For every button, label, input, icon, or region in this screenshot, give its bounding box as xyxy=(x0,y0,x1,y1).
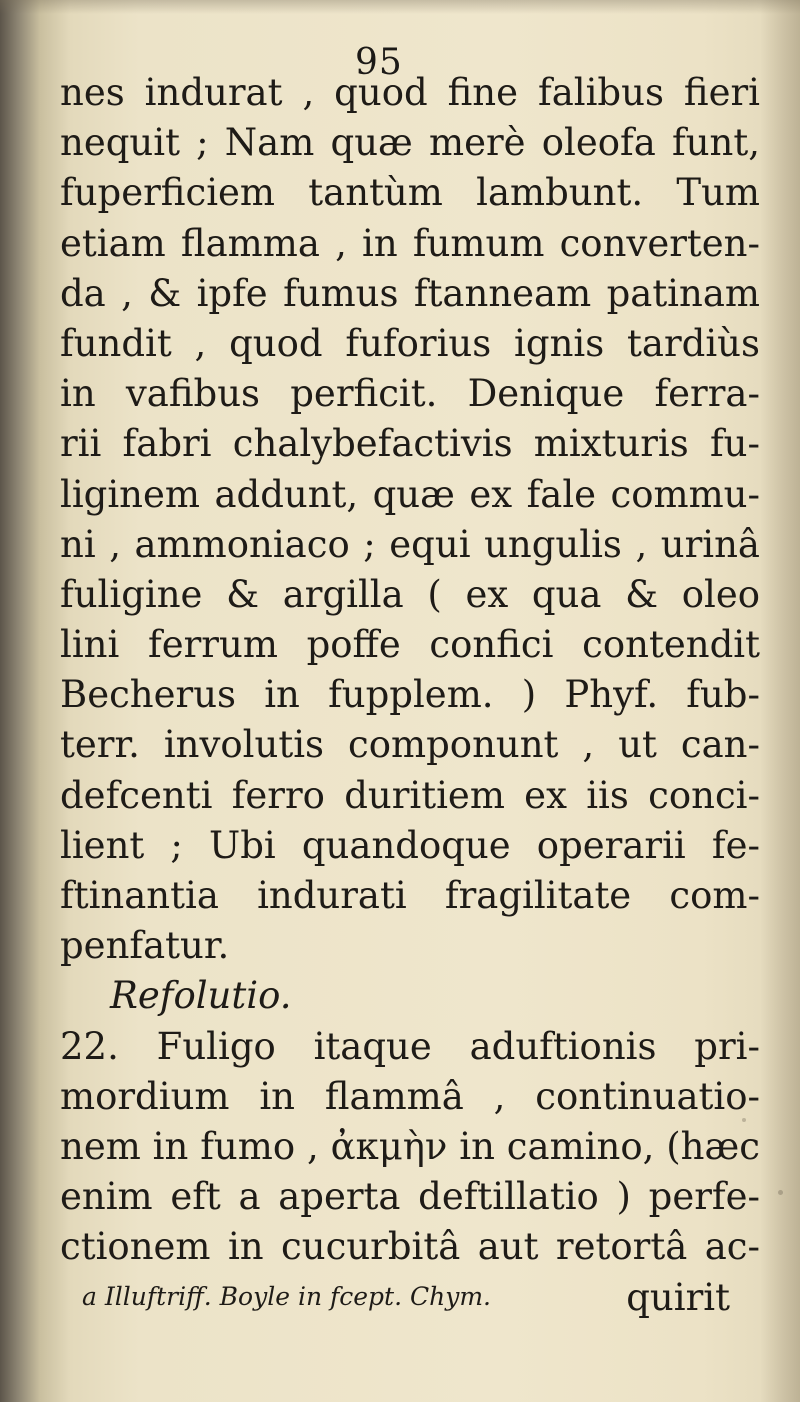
text-line: ftinantia indurati fragilitate com- xyxy=(60,874,760,917)
text-line: lient ; Ubi quandoque operarii fe- xyxy=(60,823,760,867)
body-text xyxy=(60,68,760,1323)
text-line: in vafibus perficit. Denique ferra- xyxy=(60,372,760,416)
text-line: enim eft a aperta deftillatio ) perfe- xyxy=(60,1175,760,1219)
text-line: ni , ammoniaco ; equi ungulis , urinâ xyxy=(60,522,760,566)
text-line: Becherus in fupplem. ) Phyf. fub- xyxy=(60,673,760,717)
catchword: quirit xyxy=(626,1275,730,1319)
text-line: rii fabri chalybefactivis mixturis fu- xyxy=(60,422,760,466)
text-line: etiam flamma , in fumum converten- xyxy=(60,221,760,265)
page-shadow-top xyxy=(0,0,800,14)
text-line: nequit ; Nam quæ merè oleofa funt, xyxy=(60,121,760,165)
text-line: da , & ipfe fumus ftanneam patinam xyxy=(60,271,760,315)
page-number: 95 xyxy=(355,42,403,83)
section-heading: Refolutio. xyxy=(110,974,292,1018)
paper-speck xyxy=(778,1190,783,1195)
text-line: penfatur. xyxy=(60,924,230,968)
text-line: terr. involutis componunt , ut can- xyxy=(60,723,760,767)
text-line: fuperficiem tantùm lambunt. Tum xyxy=(60,171,760,215)
text-line: ctionem in cucurbitâ aut retortâ ac- xyxy=(60,1225,760,1269)
text-line: lini ferrum poffe confici contendit xyxy=(60,623,760,667)
text-line: defcenti ferro duritiem ex iis conci- xyxy=(60,773,760,817)
text-line: liginem addunt, quæ ex fale commu- xyxy=(60,472,760,516)
text-line: mordium in flammâ , continuatio- xyxy=(60,1074,760,1118)
paper-speck xyxy=(742,1118,746,1122)
footnote: a Illuftriff. Boyle in fcept. Chym. xyxy=(82,1282,491,1311)
text-line: fuligine & argilla ( ex qua & oleo xyxy=(60,572,760,616)
text-line: fundit , quod fuforius ignis tardiùs xyxy=(60,321,760,365)
text-line: 22. Fuligo itaque aduftionis pri- xyxy=(60,1024,760,1068)
text-line: nes indurat , quod fine falibus fieri xyxy=(60,71,760,114)
text-line: nem in fumo , ἀκμὴν in camino, (hæc xyxy=(60,1124,760,1168)
